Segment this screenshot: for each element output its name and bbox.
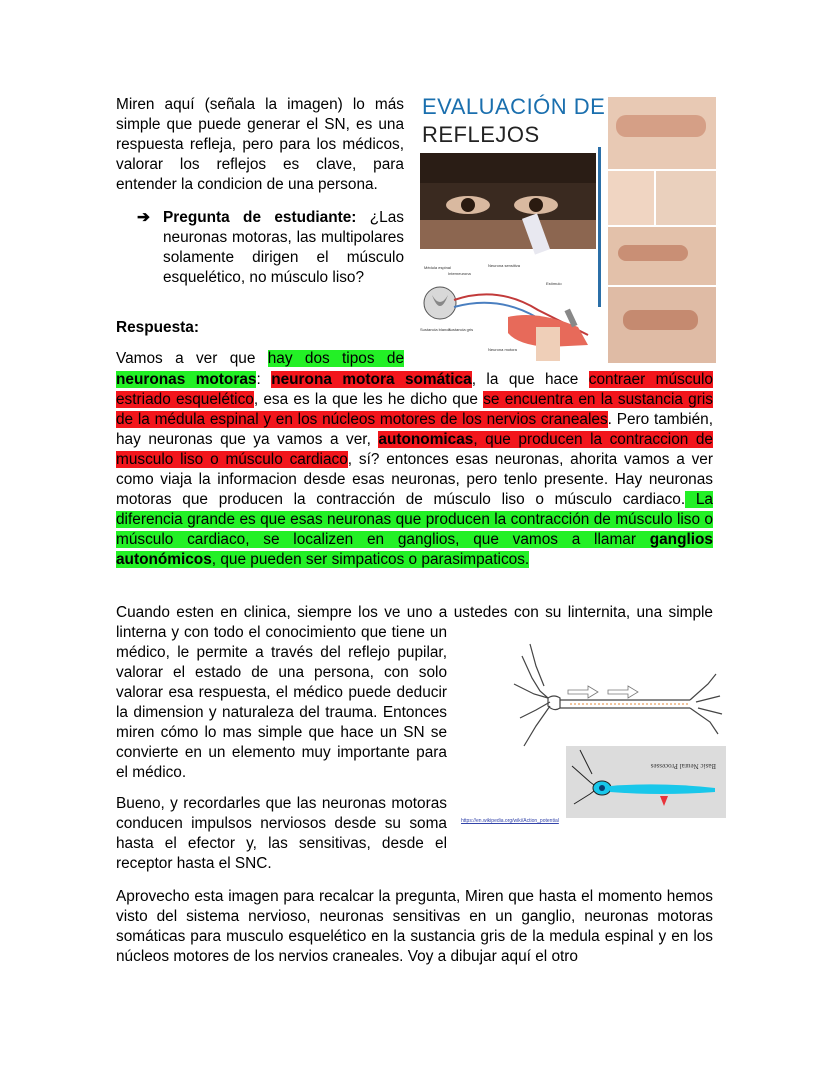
highlight-contraccion-liso: , que producen la contraccion de musculo liso o músculo cardiaco	[116, 431, 713, 468]
highlight-diferencia: La diferencia grande es que esas neuronas que producen la contracción de músculo liso o músculo cardiaco, se localizen en ganglios, que vamos a llamar	[116, 491, 713, 548]
foot-photo-2	[656, 171, 716, 225]
highlight-green-1: hay dos tipos de	[267, 350, 405, 367]
question-text: ¿Las neuronas motoras, las multipolares solamente dirigen el músculo esquelético, no músculo liso?	[163, 209, 404, 286]
neuron-figure	[510, 636, 728, 826]
figure-source-link[interactable]: https://en.wikipedia.org/wiki/Action_potential	[461, 818, 559, 824]
answer-s3: , la que hace	[471, 371, 589, 388]
diagram-label-3: Neurona sensitiva	[488, 263, 521, 268]
diagram-label-7: Neurona motora	[488, 347, 517, 352]
answer-s1: Vamos a ver que	[116, 350, 268, 367]
highlight-contraer: contraer músculo estriado esquelético	[116, 371, 713, 408]
diagram-label-6: Sustancia gris	[448, 327, 474, 332]
reflex-figure-graphic	[418, 95, 716, 363]
neuron-figure-graphic	[510, 636, 728, 826]
question-label: Pregunta de estudiante:	[163, 209, 357, 226]
clinic-paragraph: linterna y con todo el conocimiento que tiene un médico, le permite a través del reflejo pupilar, valorar el estado de una persona, con solo valorar esa respuesta, el médico puede deducir la dimension y naturaleza del trauma. Entonces miren cómo lo mas simple que hace un SN se convierte en un elemento muy importante para el médico.	[116, 624, 447, 781]
answer-s5: . Pero también, hay neuronas que ya vamos a ver,	[116, 411, 713, 448]
answer-body	[116, 370, 713, 570]
arrow-icon: ➔	[137, 209, 150, 226]
highlight-simpaticos: , que pueden ser simpaticos o parasimpaticos.	[211, 551, 530, 568]
intro-paragraph: Miren aquí (señala la imagen) lo más simple que puede generar el SN, es una respuesta refleja, pero para los médicos, valorar los reflejos es clave, para entender la condicion de una persona.	[116, 96, 404, 193]
reflex-evaluation-figure	[418, 95, 716, 363]
answer-s4: , esa es la que les he dicho que	[253, 391, 484, 408]
answer-first-line	[116, 349, 404, 369]
highlight-ganglios: ganglios autonómicos	[116, 531, 713, 568]
figure-title-line1: EVALUACIÓN DE	[422, 94, 606, 119]
clinic-first-line: Cuando esten en clinica, siempre los ve uno a ustedes con su linternita, una simple	[116, 604, 713, 621]
answer-s6: , sí? entonces esas neuronas, ahorita vamos a ver como viaja la informacion desde esas neuronas, pero tenlo presente. Hay neuronas motoras que producen la contracción de músculo liso o músculo cardiaco.	[116, 451, 713, 508]
diagram-label-2: Interneurona	[448, 271, 471, 276]
highlight-motora-somatica: neurona motora somática	[271, 371, 472, 388]
foot-photo-1	[608, 171, 654, 225]
highlight-neuronas-motoras: neuronas motoras	[116, 371, 257, 388]
diagram-label-5: Sustancia blanca	[420, 327, 451, 332]
figure-title-line2: REFLEJOS	[422, 122, 540, 147]
highlight-sustancia-gris: se encuentra en la sustancia gris de la médula espinal y en los núcleos motores de los nervios craneales	[116, 391, 713, 428]
bueno-paragraph: Bueno, y recordarles que las neuronas motoras conducen impulsos nerviosos desde su soma hasta el efector y, las sensitivas, desde el receptor hasta el SNC.	[116, 795, 447, 872]
aprovecho-paragraph: Aprovecho esta imagen para recalcar la pregunta, Miren que hasta el momento hemos visto del sistema nervioso, neuronas sensitivas en un ganglio, neuronas motoras somáticas para musculo esquelético en la sustancia gris de la medula espinal y en los núcleos motores de los nervios craneales. Voy a dibujar aquí el otro	[116, 888, 713, 965]
question-body	[163, 208, 404, 288]
diagram-label-1: Médula espinal	[424, 265, 451, 270]
neuron-figure-caption: Basic Neural Processes	[650, 762, 716, 770]
highlight-autonomicas: autonomicas	[378, 431, 474, 448]
student-question	[137, 208, 404, 288]
answer-label: Respuesta:	[116, 319, 199, 336]
diagram-label-4: Estímulo	[546, 281, 562, 286]
answer-s2: :	[256, 371, 272, 388]
